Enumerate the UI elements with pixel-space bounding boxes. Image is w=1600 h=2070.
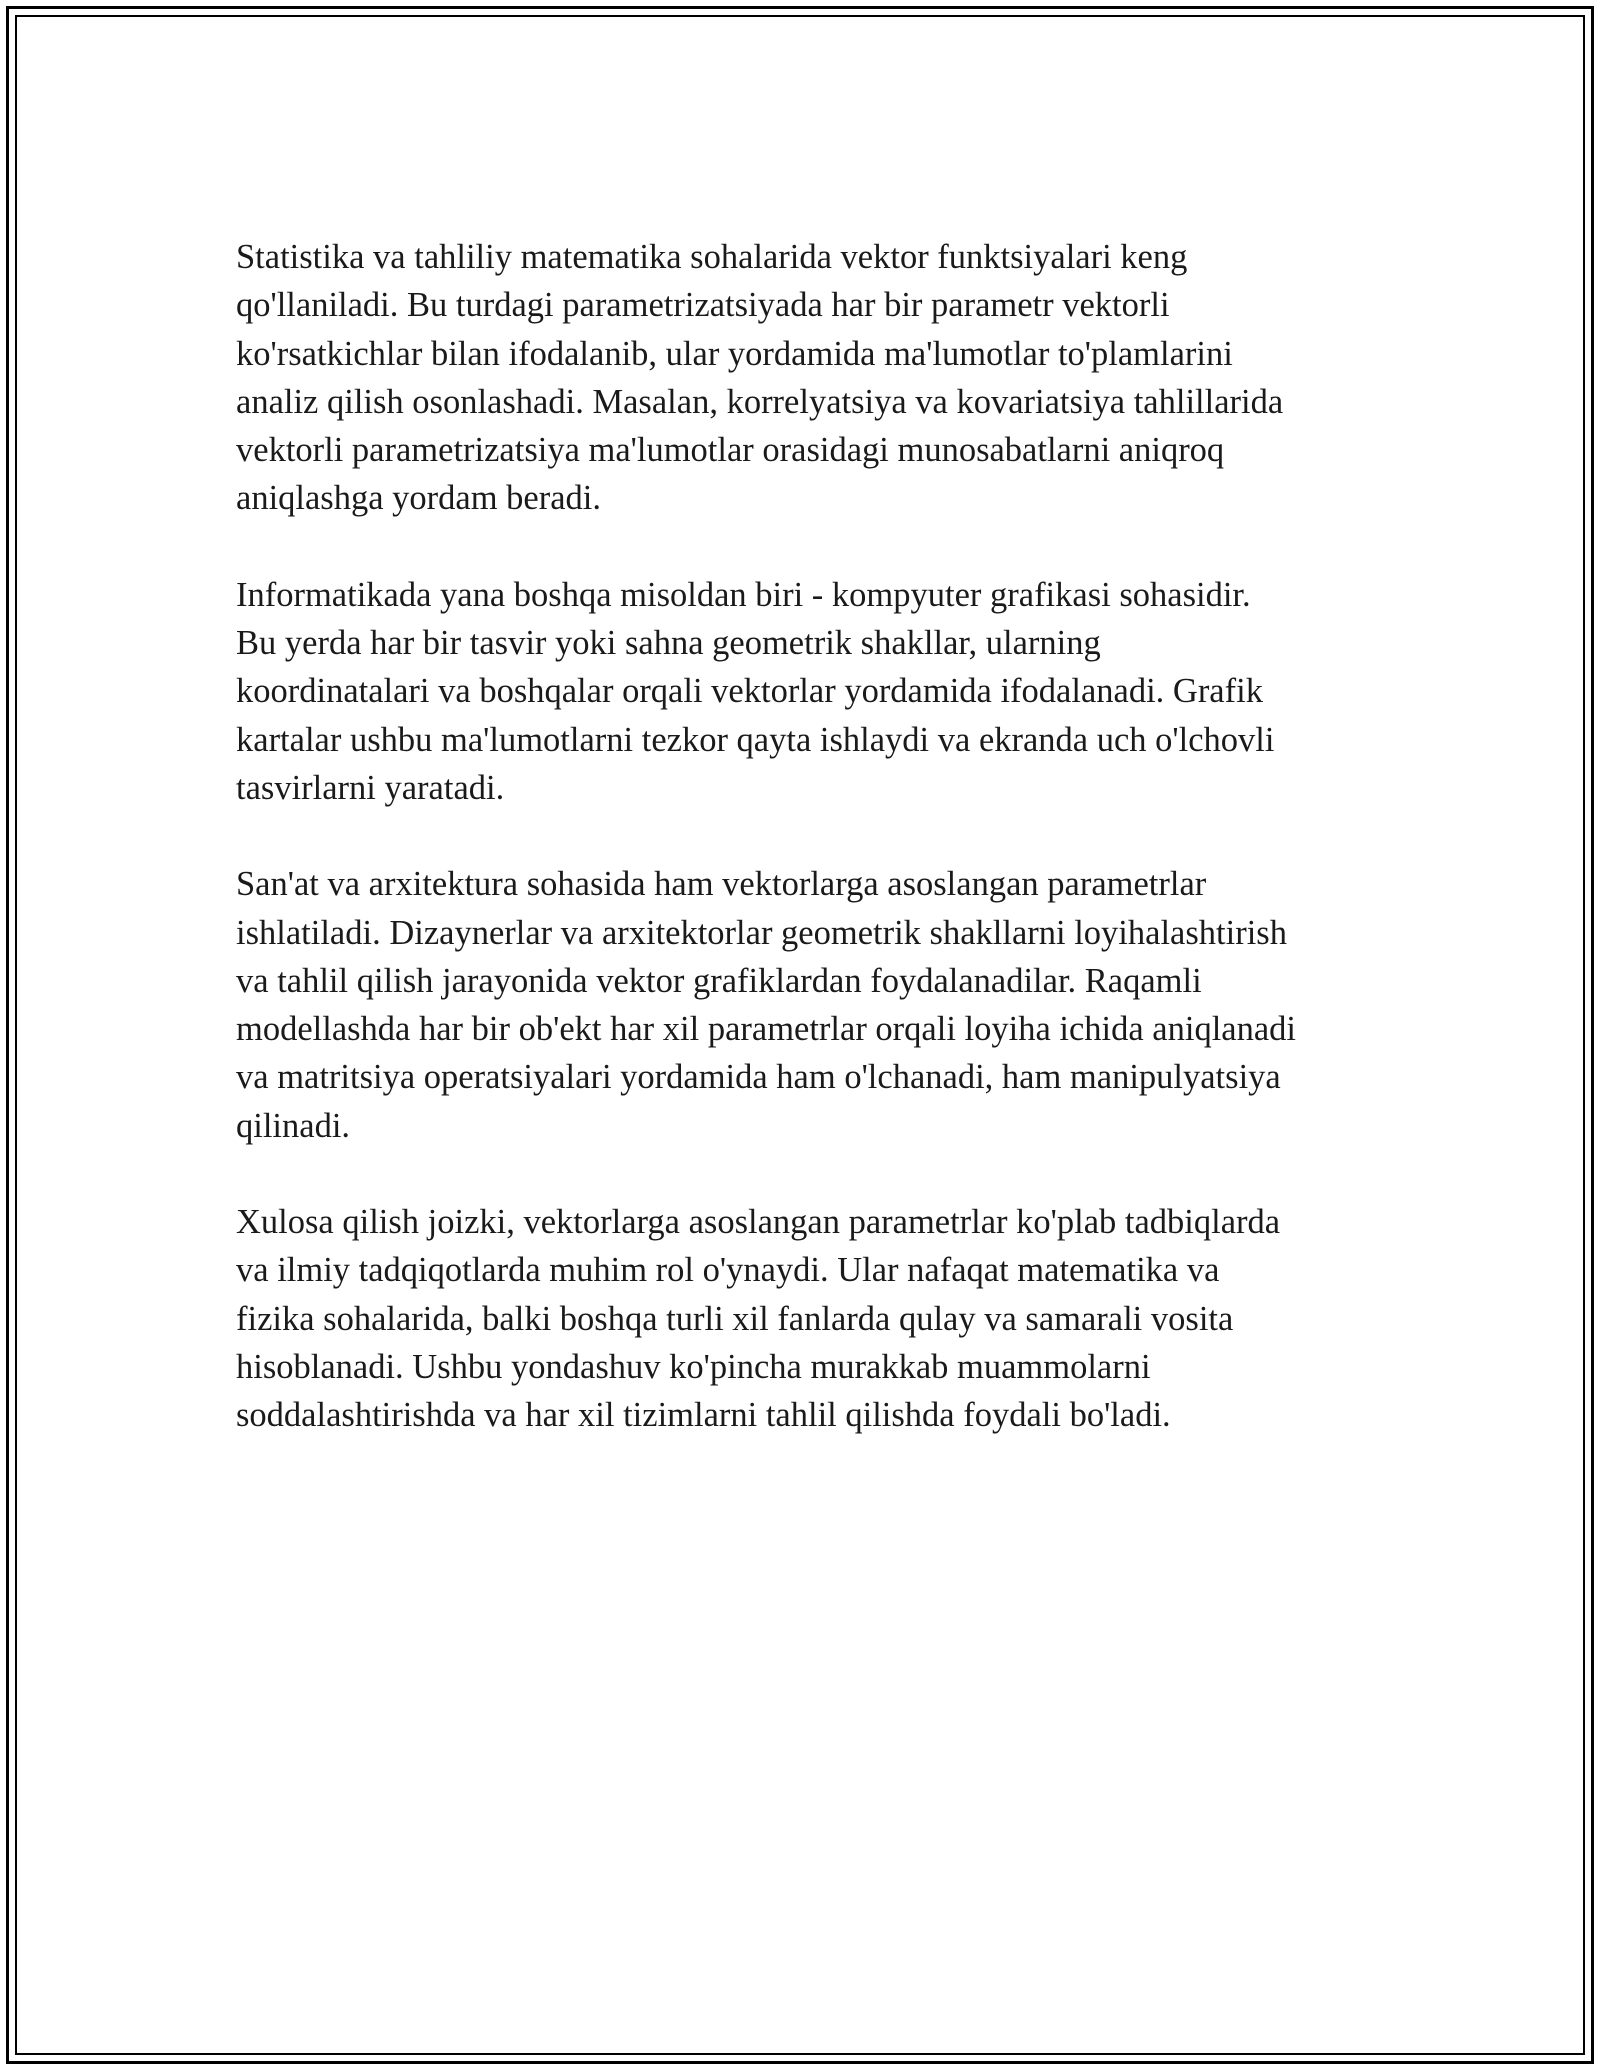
paragraph-conclusion: Xulosa qilish joizki, vektorlarga asoslangan parametrlar ko'plab tadbiqlarda va ilmiy tadqiqotlarda muhim rol o'ynaydi. Ular nafaqat matematika va fizika sohalarida, balki boshqa turli xil fanlarda qulay va samarali vosita hisoblanadi. Ushbu yondashuv ko'pincha murakkab muammolarni soddalashtirishda va har xil tizimlarni tahlil qilishda foydali bo'ladi. (236, 1203, 1281, 1435)
document-body (236, 233, 1376, 1488)
paragraph-computer-graphics: Informatikada yana boshqa misoldan biri - kompyuter grafikasi sohasidir. Bu yerda har bir tasvir yoki sahna geometrik shakllar, ularning koordinatalari va boshqalar orqali vektorlar yordamida ifodalanadi. Grafik kartalar ushbu ma'lumotlarni tezkor qayta ishlaydi va ekranda uch o'lchovli tasvirlarni yaratadi. (236, 575, 1275, 807)
paragraph-statistics: Statistika va tahliliy matematika sohalarida vektor funktsiyalari keng qo'llaniladi. Bu turdagi parametrizatsiyada har bir parametr vektorli ko'rsatkichlar bilan ifodalanib, ular yordamida ma'lumotlar to'plamlarini analiz qilish osonlashadi. Masalan, korrelyatsiya va kovariatsiya tahlillarida vektorli parametrizatsiya ma'lumotlar orasidagi munosabatlarni aniqroq aniqlashga yordam beradi. (236, 238, 1284, 518)
paragraph-art-architecture: San'at va arxitektura sohasida ham vektorlarga asoslangan parametrlar ishlatiladi. Dizaynerlar va arxitektorlar geometrik shakllarni loyihalashtirish va tahlil qilish jarayonida vektor grafiklardan foydalanadilar. Raqamli modellashda har bir ob'ekt har xil parametrlar orqali loyiha ichida aniqlanadi va matritsiya operatsiyalari yordamida ham o'lchanadi, ham manipulyatsiya qilinadi. (236, 865, 1296, 1145)
